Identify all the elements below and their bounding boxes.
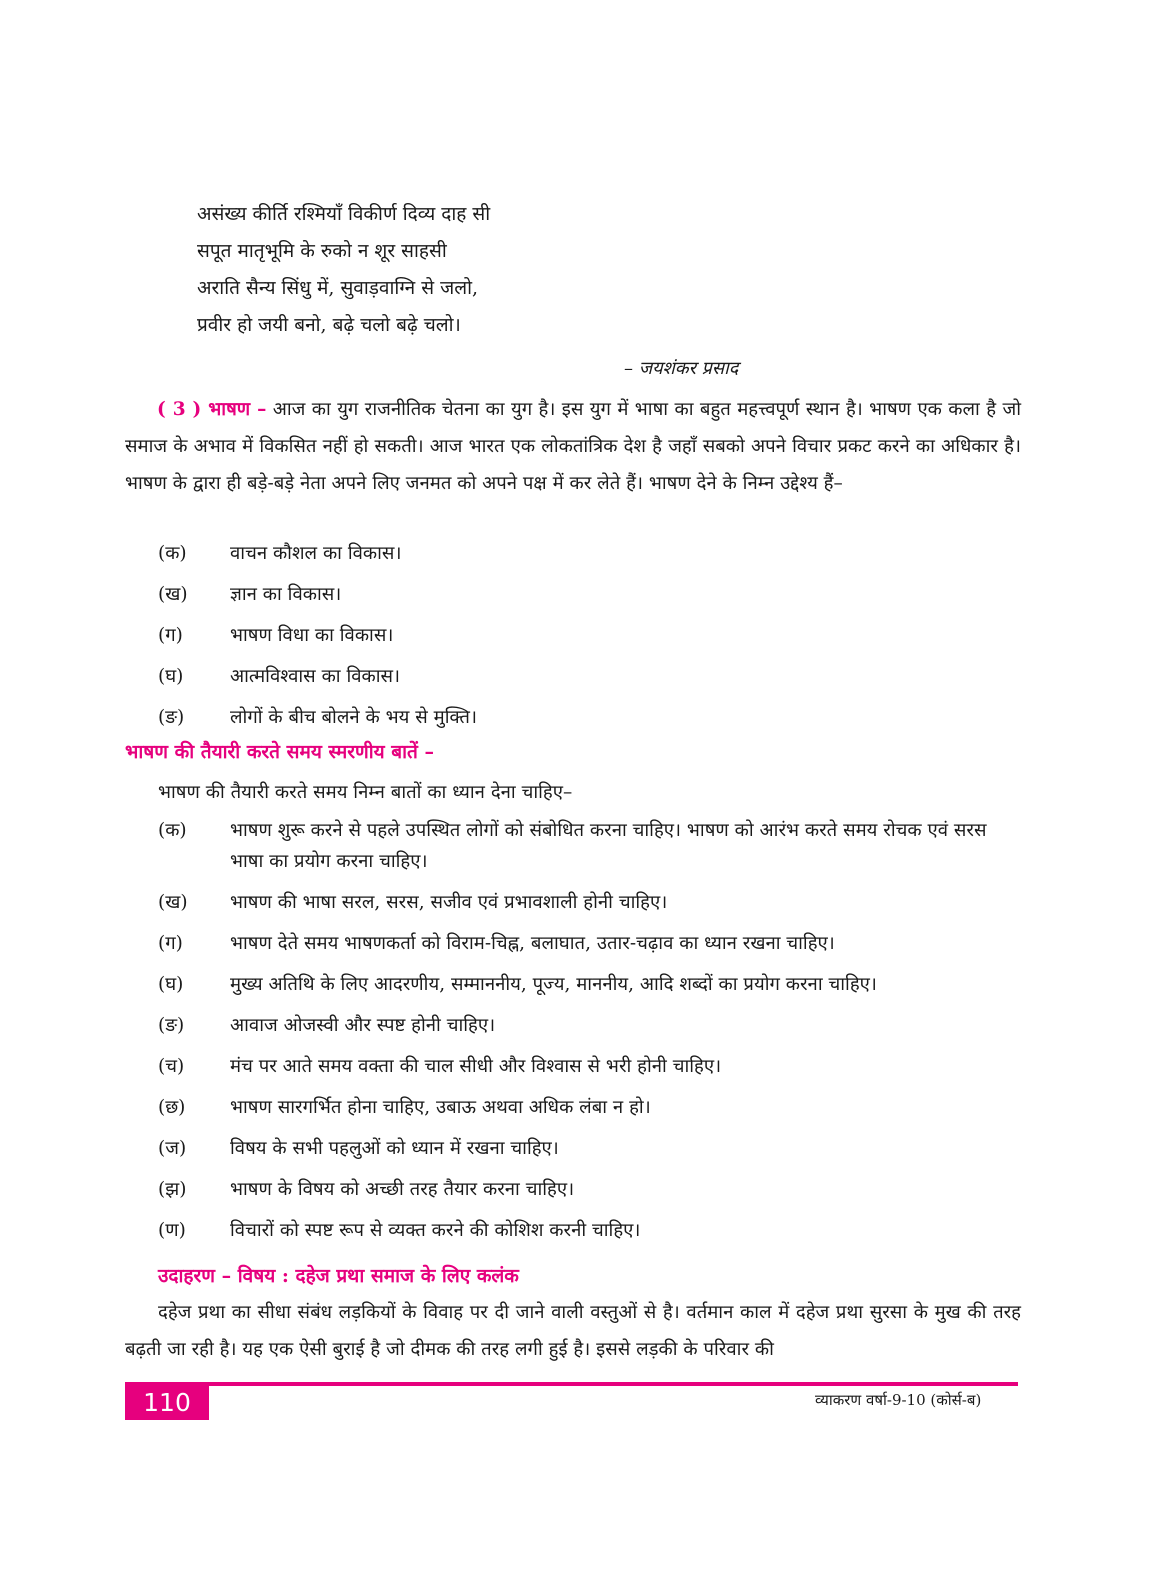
list-text: मंच पर आते समय वक्ता की चाल सीधी और विश्वास से भरी होनी चाहिए। bbox=[230, 1056, 722, 1077]
purposes-list bbox=[158, 538, 1024, 743]
list-text: मुख्य अतिथि के लिए आदरणीय, सम्माननीय, पूज्य, माननीय, आदि शब्दों का प्रयोग करना चाहिए। bbox=[230, 974, 877, 995]
section-text: आज का युग राजनीतिक चेतना का युग है। इस युग में भाषा का बहुत महत्त्वपूर्ण स्थान है। भाषण एक कला है जो समाज के अभाव में विकसित नहीं हो सकती। आज भारत एक लोकतांत्रिक देश है जहाँ सबको अपने विचार प्रकट करने का अधिकार है। भाषण के द्वारा ही बड़े-बड़े नेता अपने लिए जनमत को अपने पक्ष में कर लेते हैं। भाषण देने के निम्न उद्देश्य हैं– bbox=[125, 399, 1021, 494]
poem-line: असंख्य कीर्ति रश्मियाँ विकीर्ण दिव्य दाह सी bbox=[197, 203, 491, 225]
example-paragraph: दहेज प्रथा का सीधा संबंध लड़कियों के विवाह पर दी जाने वाली वस्तुओं से है। वर्तमान काल में दहेज प्रथा सुरसा के मुख की तरह बढ़ती जा रही है। यह एक ऐसी बुराई है जो दीमक की तरह लगी हुई है। इससे लड़की के परिवार की bbox=[125, 1302, 1021, 1360]
list-item bbox=[158, 1092, 1024, 1123]
list-item bbox=[158, 969, 1024, 1000]
tips-list bbox=[158, 815, 1024, 1256]
book-title: व्याकरण वर्षा-9-10 (कोर्स-ब) bbox=[815, 1391, 982, 1409]
list-text: आत्मविश्वास का विकास। bbox=[230, 666, 401, 687]
list-label: (च) bbox=[158, 1056, 185, 1077]
list-item bbox=[158, 538, 1024, 569]
list-label: (क) bbox=[158, 820, 187, 841]
example-heading: उदाहरण – विषय : दहेज प्रथा समाज के लिए कलंक bbox=[158, 1265, 519, 1287]
list-text: भाषण विधा का विकास। bbox=[230, 625, 394, 646]
list-label: (ज) bbox=[158, 1138, 187, 1159]
list-item bbox=[158, 620, 1024, 651]
list-label: (ख) bbox=[158, 892, 188, 913]
list-text: भाषण सारगर्भित होना चाहिए, उबाऊ अथवा अधिक लंबा न हो। bbox=[230, 1097, 651, 1118]
section-heading: ( 3 ) भाषण – bbox=[157, 399, 267, 420]
list-text: लोगों के बीच बोलने के भय से मुक्ति। bbox=[230, 707, 477, 728]
list-item bbox=[158, 702, 1024, 733]
list-label: (झ) bbox=[158, 1179, 187, 1200]
list-item bbox=[158, 1010, 1024, 1041]
page-number: 110 bbox=[125, 1384, 209, 1420]
list-label: (घ) bbox=[158, 974, 184, 995]
footer-rule bbox=[125, 1382, 1018, 1386]
list-label: (ग) bbox=[158, 933, 183, 954]
poem-stanza bbox=[197, 196, 490, 344]
poem-line: प्रवीर हो जयी बनो, बढ़े चलो बढ़े चलो। bbox=[197, 314, 461, 336]
list-label: (ङ) bbox=[158, 1015, 185, 1036]
list-text: ज्ञान का विकास। bbox=[230, 584, 342, 605]
list-text: विचारों को स्पष्ट रूप से व्यक्त करने की कोशिश करनी चाहिए। bbox=[230, 1220, 641, 1241]
list-text: भाषण शुरू करने से पहले उपस्थित लोगों को संबोधित करना चाहिए। भाषण को आरंभ करते समय रोचक एवं सरस भाषा का प्रयोग करना चाहिए। bbox=[230, 820, 987, 872]
tips-intro: भाषण की तैयारी करते समय निम्न बातों का ध्यान देना चाहिए– bbox=[158, 782, 573, 803]
list-text: भाषण की भाषा सरल, सरस, सजीव एवं प्रभावशाली होनी चाहिए। bbox=[230, 892, 668, 913]
list-label: (ङ) bbox=[158, 707, 185, 728]
list-label: (ख) bbox=[158, 584, 188, 605]
speech-section-paragraph bbox=[125, 391, 1021, 502]
list-label: (क) bbox=[158, 543, 187, 564]
list-text: भाषण देते समय भाषणकर्ता को विराम-चिह्न, बलाघात, उतार-चढ़ाव का ध्यान रखना चाहिए। bbox=[230, 933, 835, 954]
list-item bbox=[158, 1174, 1024, 1205]
poem-line: सपूत मातृभूमि के रुको न शूर साहसी bbox=[197, 240, 447, 262]
tips-heading: भाषण की तैयारी करते समय स्मरणीय बातें – bbox=[125, 741, 434, 763]
list-item bbox=[158, 815, 1024, 877]
list-text: भाषण के विषय को अच्छी तरह तैयार करना चाहिए। bbox=[230, 1179, 575, 1200]
list-text: विषय के सभी पहलुओं को ध्यान में रखना चाहिए। bbox=[230, 1138, 559, 1159]
list-item bbox=[158, 1215, 1024, 1246]
poem-author: – जयशंकर प्रसाद bbox=[624, 358, 739, 379]
list-label: (छ) bbox=[158, 1097, 186, 1118]
list-text: आवाज ओजस्वी और स्पष्ट होनी चाहिए। bbox=[230, 1015, 496, 1036]
list-label: (घ) bbox=[158, 666, 184, 687]
list-item bbox=[158, 579, 1024, 610]
list-item bbox=[158, 1133, 1024, 1164]
poem-line: अराति सैन्य सिंधु में, सुवाड़वाग्नि से जलो, bbox=[197, 277, 479, 299]
list-item bbox=[158, 887, 1024, 918]
list-text: वाचन कौशल का विकास। bbox=[230, 543, 402, 564]
list-label: (ण) bbox=[158, 1220, 186, 1241]
list-item bbox=[158, 928, 1024, 959]
list-item bbox=[158, 661, 1024, 692]
list-label: (ग) bbox=[158, 625, 183, 646]
list-item bbox=[158, 1051, 1024, 1082]
